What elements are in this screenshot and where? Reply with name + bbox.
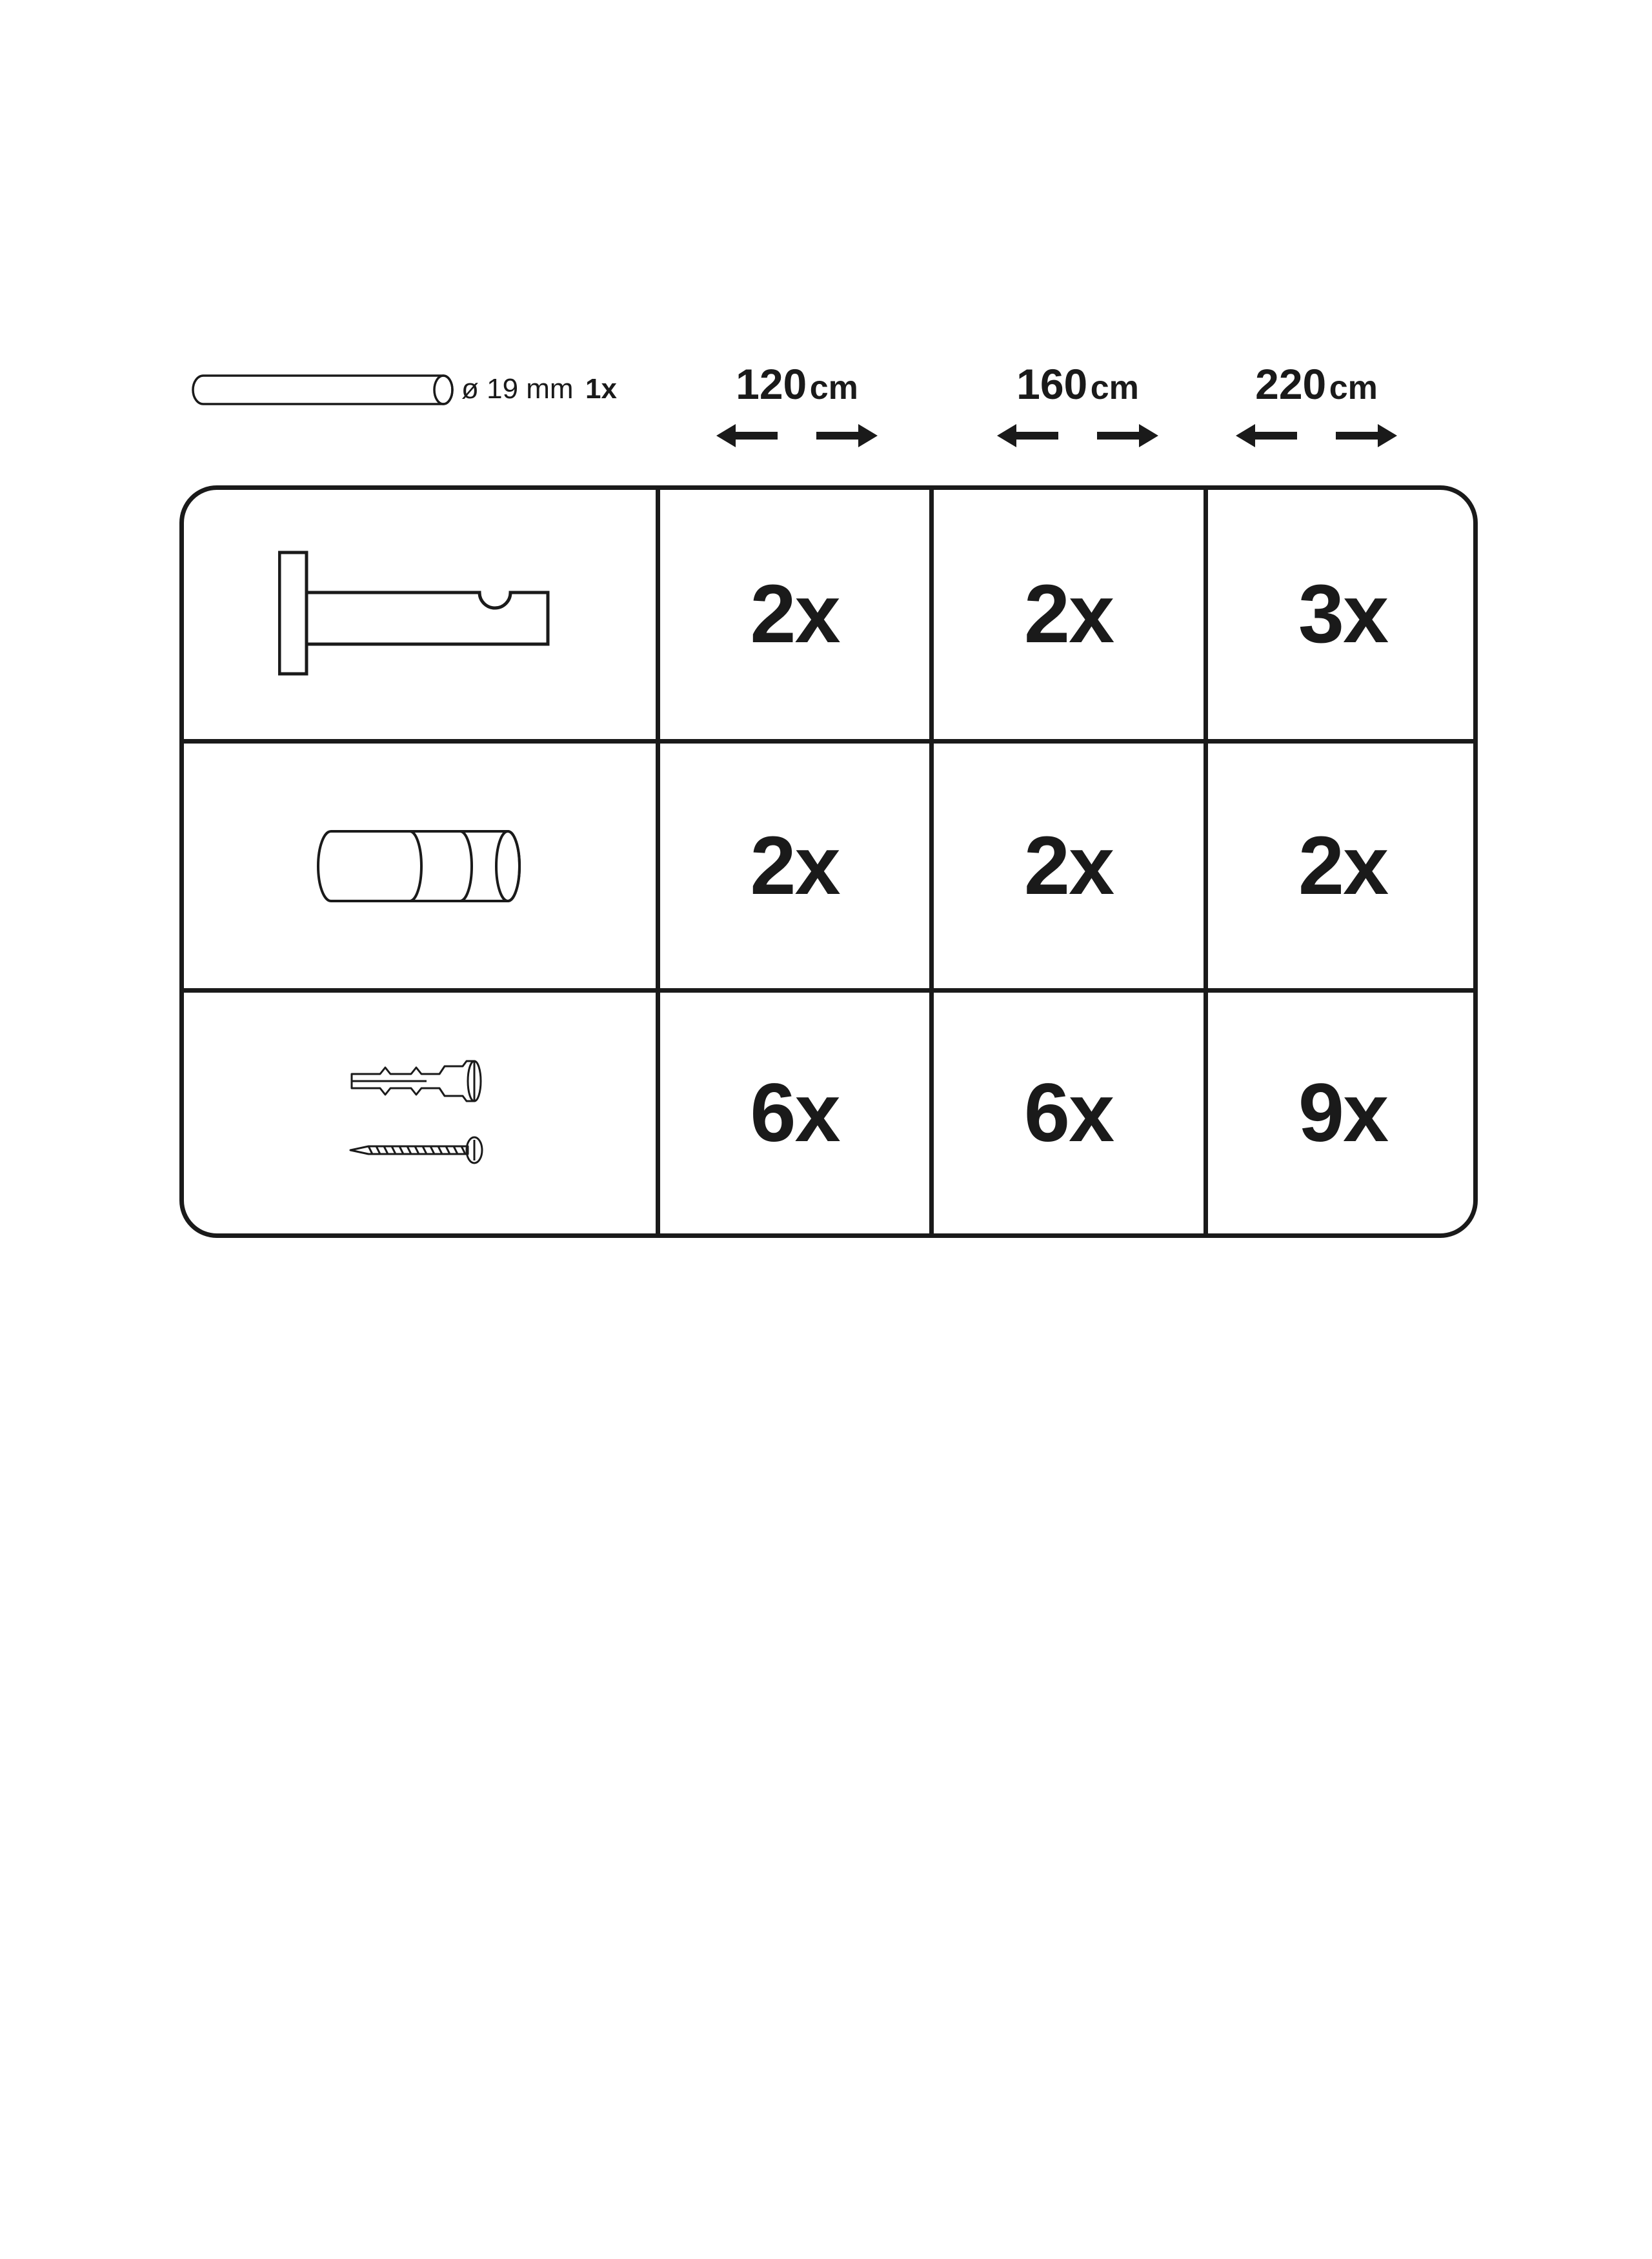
table-row: [184, 739, 1473, 988]
length-header-160: [981, 358, 1174, 461]
table-row: [184, 490, 1473, 739]
part-icon-cell: [184, 744, 656, 988]
length-label: [700, 358, 894, 422]
quantity-cell: [929, 744, 1204, 988]
length-unit: cm: [1090, 369, 1139, 407]
width-arrows-icon: [997, 416, 1158, 455]
rod-quantity: 1x: [585, 373, 617, 405]
quantity-value: 2x: [1023, 568, 1114, 660]
width-arrows-icon: [1236, 416, 1397, 455]
quantity-cell: [656, 744, 929, 988]
quantity-cell: [1204, 993, 1478, 1233]
quantity-cell: [929, 993, 1204, 1233]
quantity-cell: [1204, 490, 1478, 739]
quantity-value: 3x: [1298, 568, 1388, 660]
quantity-value: 9x: [1298, 1066, 1388, 1159]
length-label: [1220, 358, 1413, 422]
curtain-rod-icon: [190, 373, 474, 407]
length-number: 220: [1255, 360, 1327, 408]
quantity-value: 2x: [1298, 819, 1388, 912]
length-header-120: [700, 358, 894, 461]
quantity-cell: [656, 993, 929, 1233]
quantity-cell: [929, 490, 1204, 739]
width-arrows-icon: [716, 416, 878, 455]
table-row: [184, 988, 1473, 1233]
quantity-value: 6x: [1023, 1066, 1114, 1159]
quantity-value: 2x: [750, 819, 840, 912]
length-number: 160: [1016, 360, 1088, 408]
length-unit: cm: [1329, 369, 1378, 407]
length-header-220: [1220, 358, 1413, 461]
wall-bracket-icon: [278, 550, 562, 679]
quantity-value: 2x: [1023, 819, 1114, 912]
length-number: 120: [736, 360, 807, 408]
quantity-cell: [1204, 744, 1478, 988]
quantity-value: 6x: [750, 1066, 840, 1159]
length-unit: cm: [809, 369, 858, 407]
part-icon-cell: [184, 993, 656, 1233]
quantity-value: 2x: [750, 568, 840, 660]
end-cap-icon: [317, 827, 523, 905]
rod-spec: [190, 369, 655, 409]
length-label: [981, 358, 1174, 422]
dowel-and-screw-icon: [349, 1059, 491, 1168]
parts-table: [179, 485, 1478, 1238]
part-icon-cell: [184, 490, 656, 739]
rod-diameter: ø 19 mm: [461, 373, 574, 405]
quantity-cell: [656, 490, 929, 739]
